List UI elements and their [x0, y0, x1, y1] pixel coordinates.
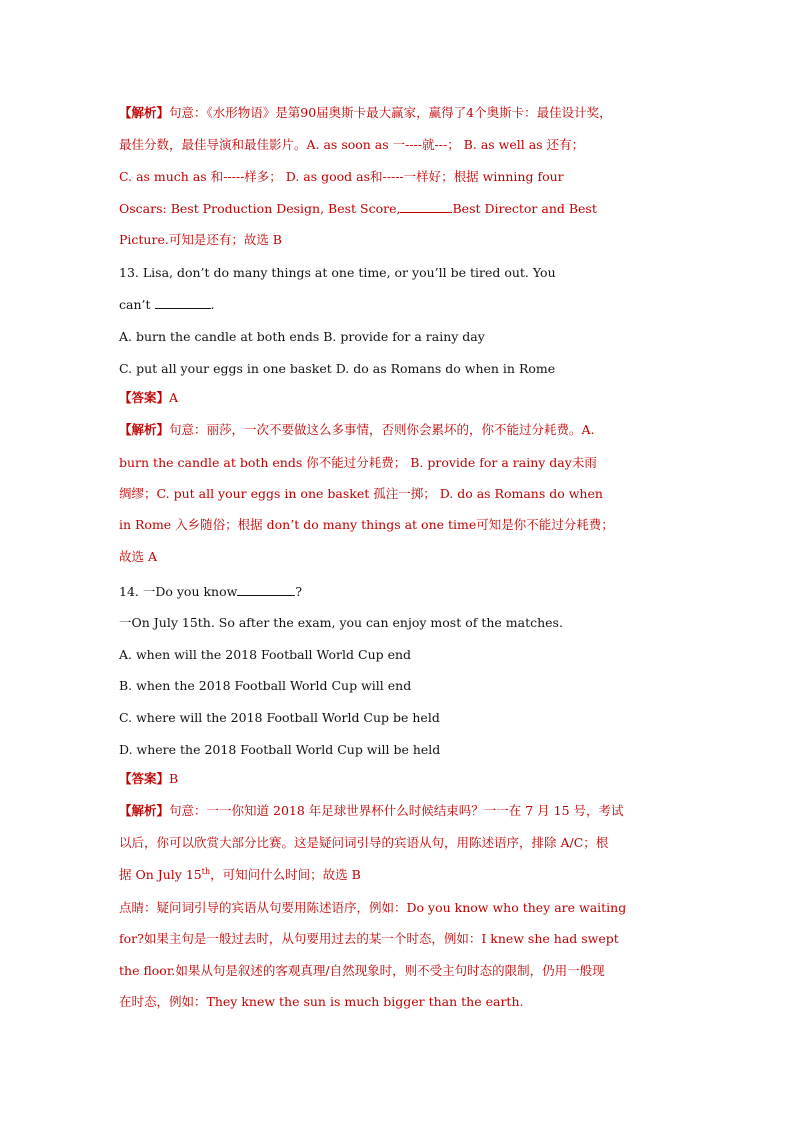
analysis-line: burn the candle at both ends 你不能过分耗费； B. provide for a rainy day未雨	[119, 455, 597, 470]
analysis-line: in Rome 入乡随俗；根据 don’t do many things at one time可知是你不能过分耗费；	[119, 517, 614, 532]
analysis-text: 句意：一一你知道 2018 年足球世界杯什么时候结束吗？一一在 7 月 15 号，考试	[169, 803, 624, 818]
analysis-line	[119, 200, 597, 218]
note-line: 在时态，例如：They knew the sun is much bigger than the earth.	[119, 994, 524, 1009]
question-13-options: A. burn the candle at both ends B. provide for a rainy day	[119, 329, 485, 344]
analysis-line: Picture.可知是还有；故选 B	[119, 232, 282, 247]
question-14-option-c: C. where will the 2018 Football World Cup be held	[119, 710, 440, 725]
question-13-options: C. put all your eggs in one basket D. do as Romans do when in Rome	[119, 361, 556, 376]
answer-line	[119, 389, 178, 407]
analysis-tag: 【解析】	[119, 422, 170, 437]
superscript: th	[201, 866, 211, 876]
question-14-option-a: A. when will the 2018 Football World Cup end	[119, 647, 412, 662]
analysis-text: 句意：《水形物语》是第90届奥斯卡最大赢家，赢得了4个奥斯卡：最佳设计奖，	[169, 105, 612, 120]
analysis-text: ，可知问什么时间；故选 B	[210, 867, 361, 882]
question-text: 14. 一Do you know	[119, 584, 238, 599]
answer-line	[119, 770, 178, 788]
analysis-line: 绸缪；C. put all your eggs in one basket 孤注一掷； D. do as Romans do when	[119, 486, 603, 501]
analysis-line	[119, 104, 612, 122]
analysis-line: C. as much as 和-----样多； D. as good as和-----一样好；根据 winning four	[119, 169, 564, 184]
analysis-line	[119, 866, 361, 884]
question-14-reply: 一On July 15th. So after the exam, you can enjoy most of the matches.	[119, 615, 563, 630]
note-line: for?如果主句是一般过去时，从句要用过去的某一个时态，例如：I knew she had swept	[119, 931, 619, 946]
analysis-line: 以后，你可以欣赏大部分比赛。这是疑问词引导的宾语从句，用陈述语序，排除 A/C；根	[119, 835, 609, 850]
answer-blank	[400, 200, 452, 213]
question-14-option-d: D. where the 2018 Football World Cup will be held	[119, 742, 441, 757]
question-13-stem	[119, 296, 214, 314]
answer-tag: 【答案】	[119, 771, 170, 786]
question-text: can’t	[119, 297, 151, 312]
analysis-text: 据 On July 15	[119, 867, 202, 882]
answer-blank	[237, 583, 295, 596]
note-line: 点睛：疑问词引导的宾语从句要用陈述语序，例如：Do you know who they are waiting	[119, 900, 627, 915]
question-13-stem: 13. Lisa, don’t do many things at one time, or you’ll be tired out. You	[119, 265, 556, 280]
answer-tag: 【答案】	[119, 390, 170, 405]
note-line: the floor.如果从句是叙述的客观真理/自然现象时，则不受主句时态的限制，仍用一般现	[119, 963, 605, 978]
answer-value: A	[169, 390, 179, 405]
analysis-line	[119, 421, 595, 439]
answer-value: B	[169, 771, 179, 786]
answer-blank	[155, 296, 211, 309]
analysis-line: 最佳分数，最佳导演和最佳影片。A. as soon as 一----就---； B. as well as 还有；	[119, 137, 585, 152]
analysis-tag: 【解析】	[119, 105, 170, 120]
question-text: .	[210, 297, 215, 312]
analysis-line: 故选 A	[119, 549, 158, 564]
question-14-option-b: B. when the 2018 Football World Cup will end	[119, 678, 412, 693]
question-text: ?	[295, 584, 303, 599]
analysis-text: Oscars: Best Production Design, Best Score,	[119, 201, 401, 216]
analysis-tag: 【解析】	[119, 803, 170, 818]
question-14-stem	[119, 583, 302, 601]
analysis-line	[119, 802, 624, 820]
analysis-text: 句意：丽莎，一次不要做这么多事情，否则你会累坏的，你不能过分耗费。A.	[169, 422, 595, 437]
analysis-text: Best Director and Best	[452, 201, 597, 216]
